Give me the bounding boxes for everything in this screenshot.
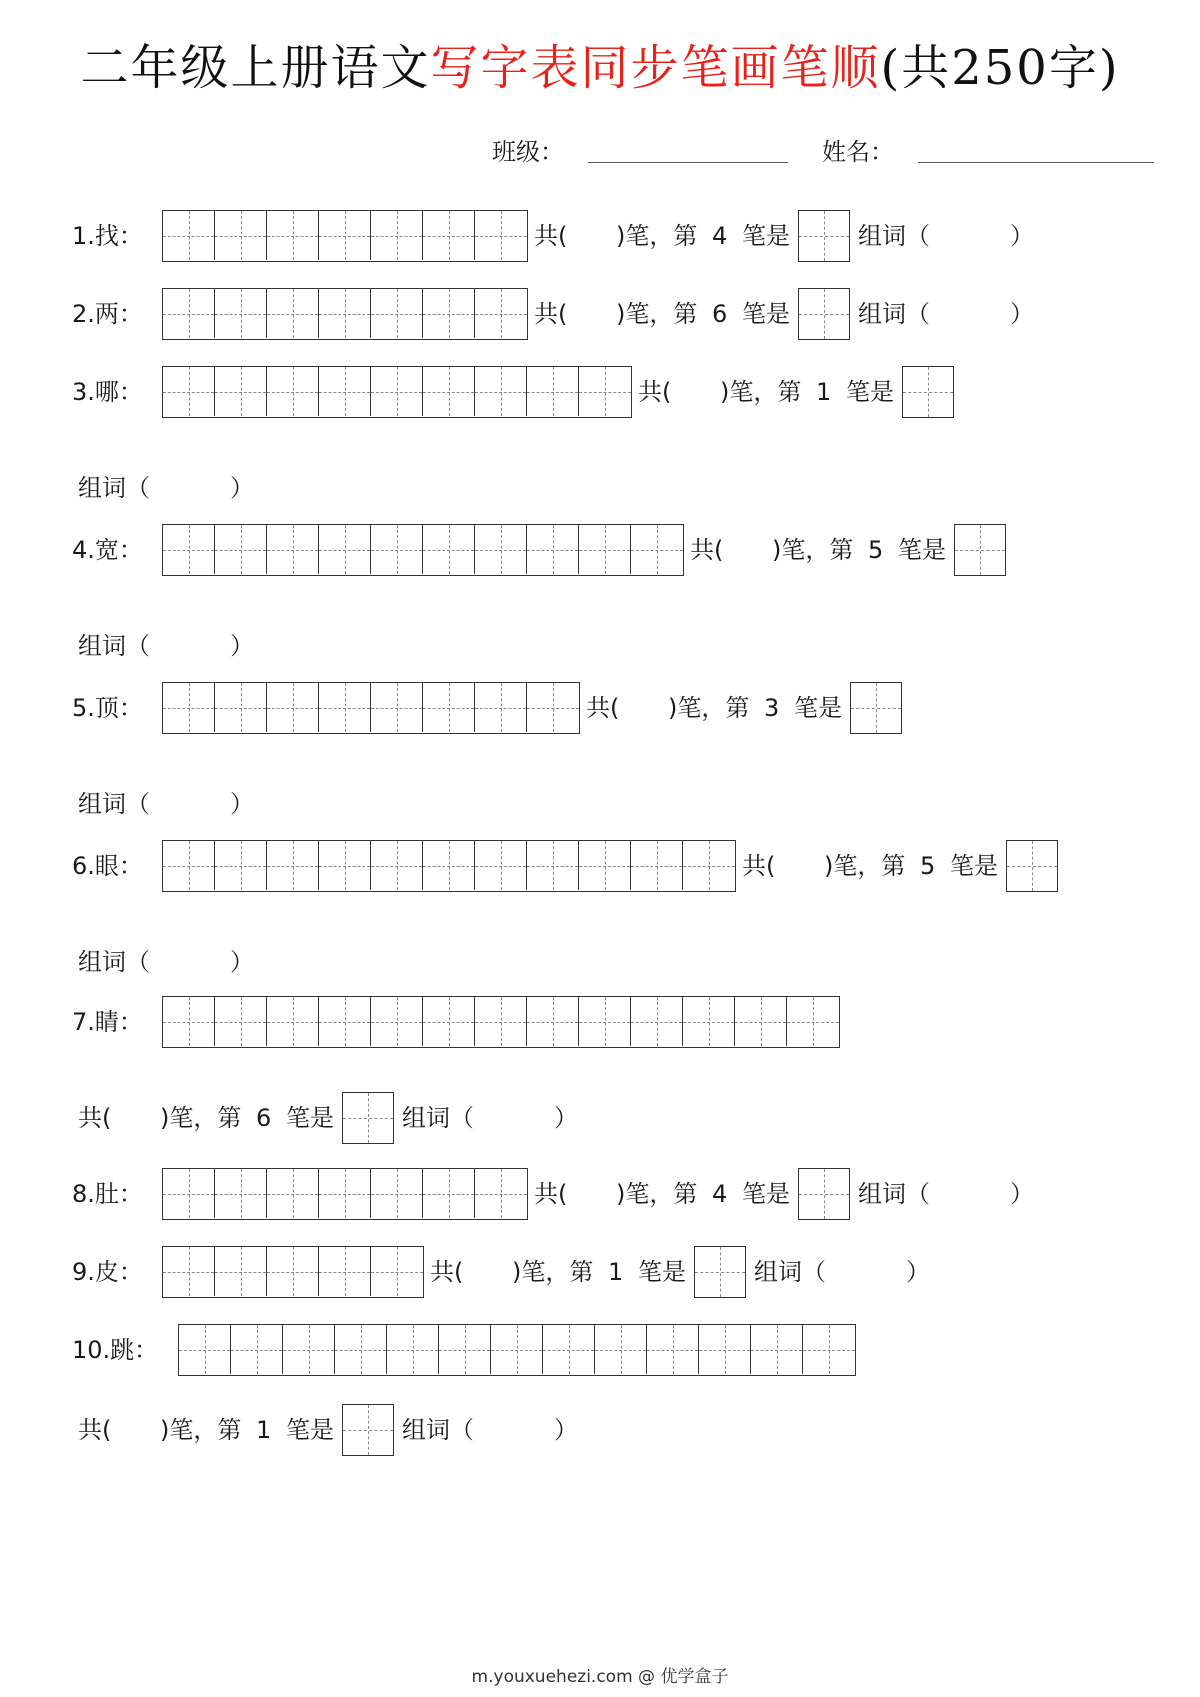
title-black: 二年级上册语文 [80, 40, 431, 96]
stroke-cell[interactable] [423, 211, 475, 260]
stroke-cell[interactable] [215, 367, 267, 416]
stroke-cell[interactable] [439, 1325, 491, 1374]
stroke-cell[interactable] [163, 367, 215, 416]
stroke-cell[interactable] [423, 841, 475, 890]
stroke-cell[interactable] [215, 683, 267, 732]
word-group-close: ） [1010, 222, 1034, 250]
stroke-number: 6 [256, 1104, 272, 1132]
stroke-cell[interactable] [475, 997, 527, 1046]
total-strokes-open: 共( [430, 1258, 464, 1286]
exercise-label: 8.肚： [72, 1180, 143, 1208]
exercise-row-continued [72, 934, 472, 990]
exercise-label: 6.眼： [72, 852, 143, 880]
stroke-cell[interactable] [475, 841, 527, 890]
total-strokes-open: 共( [742, 852, 776, 880]
stroke-cell[interactable] [267, 841, 319, 890]
stroke-cell[interactable] [215, 211, 267, 260]
word-group-open: 组词（ [78, 474, 150, 502]
word-group-open: 组词（ [78, 632, 150, 660]
exercise-label: 5.顶： [72, 694, 143, 722]
stroke-cell[interactable] [267, 525, 319, 574]
exercise-label: 3.哪： [72, 378, 143, 406]
worksheet-title [0, 36, 1200, 100]
exercise-row [72, 680, 1172, 736]
stroke-cell[interactable] [371, 289, 423, 338]
footer-source: m.youxuehezi.com @ 优学盒子 [471, 1667, 729, 1687]
exercise-label: 9.皮： [72, 1258, 143, 1286]
stroke-cell[interactable] [163, 997, 215, 1046]
stroke-cell[interactable] [527, 841, 579, 890]
exercise-row [72, 208, 1172, 264]
stroke-cell[interactable] [319, 997, 371, 1046]
answer-box[interactable] [694, 1246, 746, 1298]
stroke-cell[interactable] [491, 1325, 543, 1374]
strokes-mid-text: )笔，第 [512, 1258, 594, 1286]
stroke-cell[interactable] [631, 525, 683, 574]
exercise-label: 7.睛： [72, 1008, 143, 1036]
strokes-mid-text: )笔，第 [160, 1104, 242, 1132]
stroke-is-text: 笔是 [286, 1416, 334, 1444]
stroke-cell[interactable] [267, 1247, 319, 1296]
stroke-cell[interactable] [579, 997, 631, 1046]
exercise-label: 4.宽： [72, 536, 143, 564]
stroke-order-grid[interactable] [162, 682, 580, 734]
word-group-open: 组词（ [754, 1258, 826, 1286]
stroke-cell[interactable] [371, 841, 423, 890]
stroke-number: 5 [920, 852, 936, 880]
stroke-cell[interactable] [387, 1325, 439, 1374]
stroke-is-text: 笔是 [742, 1180, 790, 1208]
stroke-is-text: 笔是 [950, 852, 998, 880]
strokes-mid-text: )笔，第 [160, 1416, 242, 1444]
stroke-cell[interactable] [595, 1325, 647, 1374]
stroke-cell[interactable] [319, 1247, 371, 1296]
strokes-mid-text: )笔，第 [616, 300, 698, 328]
stroke-cell[interactable] [371, 1247, 423, 1296]
stroke-cell[interactable] [163, 1169, 215, 1218]
exercise-label: 1.找： [72, 222, 143, 250]
stroke-cell[interactable] [475, 211, 527, 260]
answer-box[interactable] [798, 1168, 850, 1220]
word-group-open: 组词（ [858, 300, 930, 328]
stroke-is-text: 笔是 [286, 1104, 334, 1132]
word-group-close: ） [554, 1104, 578, 1132]
stroke-cell[interactable] [163, 1247, 215, 1296]
stroke-cell[interactable] [319, 211, 371, 260]
stroke-cell[interactable] [215, 1247, 267, 1296]
stroke-cell[interactable] [423, 683, 475, 732]
stroke-cell[interactable] [527, 683, 579, 732]
stroke-order-grid[interactable] [162, 366, 632, 418]
stroke-cell[interactable] [319, 1169, 371, 1218]
stroke-cell[interactable] [787, 997, 839, 1046]
title-tail: (共250字) [880, 40, 1120, 96]
stroke-cell[interactable] [371, 367, 423, 416]
exercise-label: 10.跳： [72, 1336, 159, 1364]
stroke-number: 4 [712, 1180, 728, 1208]
stroke-cell[interactable] [475, 683, 527, 732]
stroke-order-grid[interactable] [162, 1246, 424, 1298]
stroke-cell[interactable] [267, 1169, 319, 1218]
word-group-close: ） [230, 790, 254, 818]
answer-box[interactable] [902, 366, 954, 418]
exercise-row [72, 994, 1172, 1050]
stroke-cell[interactable] [267, 211, 319, 260]
stroke-cell[interactable] [423, 367, 475, 416]
answer-box[interactable] [342, 1404, 394, 1456]
stroke-cell[interactable] [371, 211, 423, 260]
exercise-row [72, 838, 1172, 894]
exercise-row [72, 1244, 1172, 1300]
word-group-close: ） [230, 474, 254, 502]
stroke-cell[interactable] [267, 367, 319, 416]
stroke-cell[interactable] [423, 997, 475, 1046]
answer-box[interactable] [1006, 840, 1058, 892]
total-strokes-open: 共( [534, 222, 568, 250]
stroke-cell[interactable] [267, 289, 319, 338]
stroke-is-text: 笔是 [846, 378, 894, 406]
stroke-cell[interactable] [527, 367, 579, 416]
stroke-cell[interactable] [163, 841, 215, 890]
stroke-cell[interactable] [319, 683, 371, 732]
stroke-order-grid[interactable] [162, 524, 684, 576]
stroke-order-grid[interactable] [162, 210, 528, 262]
stroke-cell[interactable] [163, 211, 215, 260]
answer-box[interactable] [850, 682, 902, 734]
stroke-cell[interactable] [319, 841, 371, 890]
exercise-row [72, 522, 1172, 578]
exercise-row-continued [72, 618, 472, 674]
stroke-cell[interactable] [579, 841, 631, 890]
stroke-cell[interactable] [647, 1325, 699, 1374]
stroke-cell[interactable] [215, 1169, 267, 1218]
student-info [0, 132, 1200, 172]
stroke-cell[interactable] [283, 1325, 335, 1374]
strokes-mid-text: )笔，第 [616, 222, 698, 250]
total-strokes-open: 共( [534, 1180, 568, 1208]
stroke-cell[interactable] [371, 683, 423, 732]
exercise-label: 2.两： [72, 300, 143, 328]
exercise-row-continued [72, 1402, 772, 1458]
stroke-cell[interactable] [163, 683, 215, 732]
word-group-close: ） [1010, 300, 1034, 328]
stroke-cell[interactable] [751, 1325, 803, 1374]
exercise-row [72, 286, 1172, 342]
stroke-is-text: 笔是 [742, 222, 790, 250]
stroke-cell[interactable] [319, 289, 371, 338]
word-group-open: 组词（ [858, 1180, 930, 1208]
exercise-row-continued [72, 1090, 772, 1146]
stroke-is-text: 笔是 [742, 300, 790, 328]
stroke-cell[interactable] [163, 525, 215, 574]
stroke-cell[interactable] [319, 367, 371, 416]
stroke-cell[interactable] [527, 997, 579, 1046]
stroke-cell[interactable] [335, 1325, 387, 1374]
word-group-open: 组词（ [858, 222, 930, 250]
class-blank[interactable] [588, 162, 788, 163]
word-group-open: 组词（ [402, 1104, 474, 1132]
total-strokes-open: 共( [78, 1104, 112, 1132]
stroke-number: 6 [712, 300, 728, 328]
stroke-cell[interactable] [423, 1169, 475, 1218]
stroke-cell[interactable] [215, 525, 267, 574]
stroke-cell[interactable] [371, 1169, 423, 1218]
stroke-cell[interactable] [267, 683, 319, 732]
stroke-cell[interactable] [475, 1169, 527, 1218]
stroke-cell[interactable] [475, 525, 527, 574]
title-red: 写字表同步笔画笔顺 [430, 40, 881, 96]
stroke-order-grid[interactable] [162, 1168, 528, 1220]
word-group-open: 组词（ [78, 948, 150, 976]
stroke-number: 4 [712, 222, 728, 250]
exercise-row [72, 1166, 1172, 1222]
stroke-cell[interactable] [215, 841, 267, 890]
stroke-cell[interactable] [179, 1325, 231, 1374]
stroke-cell[interactable] [423, 289, 475, 338]
answer-box[interactable] [954, 524, 1006, 576]
total-strokes-open: 共( [78, 1416, 112, 1444]
stroke-order-grid[interactable] [162, 288, 528, 340]
total-strokes-open: 共( [534, 300, 568, 328]
stroke-cell[interactable] [163, 289, 215, 338]
word-group-close: ） [554, 1416, 578, 1444]
stroke-cell[interactable] [319, 525, 371, 574]
name-blank[interactable] [918, 162, 1154, 163]
stroke-order-grid[interactable] [162, 840, 736, 892]
exercise-row [72, 1322, 1172, 1378]
stroke-cell[interactable] [631, 997, 683, 1046]
strokes-mid-text: )笔，第 [668, 694, 750, 722]
exercise-row-continued [72, 460, 472, 516]
word-group-close: ） [906, 1258, 930, 1286]
exercise-row [72, 364, 1172, 420]
stroke-cell[interactable] [579, 367, 631, 416]
stroke-cell[interactable] [475, 289, 527, 338]
stroke-cell[interactable] [683, 997, 735, 1046]
stroke-order-grid[interactable] [162, 996, 840, 1048]
stroke-cell[interactable] [683, 841, 735, 890]
stroke-cell[interactable] [371, 997, 423, 1046]
stroke-number: 1 [608, 1258, 624, 1286]
word-group-close: ） [230, 948, 254, 976]
word-group-close: ） [230, 632, 254, 660]
total-strokes-open: 共( [638, 378, 672, 406]
stroke-is-text: 笔是 [898, 536, 946, 564]
stroke-number: 1 [256, 1416, 272, 1444]
strokes-mid-text: )笔，第 [824, 852, 906, 880]
word-group-open: 组词（ [402, 1416, 474, 1444]
strokes-mid-text: )笔，第 [772, 536, 854, 564]
stroke-number: 3 [764, 694, 780, 722]
stroke-cell[interactable] [423, 525, 475, 574]
stroke-cell[interactable] [231, 1325, 283, 1374]
total-strokes-open: 共( [690, 536, 724, 564]
name-label: 姓名： [822, 138, 894, 166]
stroke-cell[interactable] [475, 367, 527, 416]
stroke-number: 1 [816, 378, 832, 406]
stroke-order-grid[interactable] [178, 1324, 856, 1376]
stroke-is-text: 笔是 [794, 694, 842, 722]
stroke-cell[interactable] [631, 841, 683, 890]
stroke-cell[interactable] [527, 525, 579, 574]
word-group-open: 组词（ [78, 790, 150, 818]
stroke-cell[interactable] [699, 1325, 751, 1374]
total-strokes-open: 共( [586, 694, 620, 722]
exercise-row-continued [72, 776, 472, 832]
stroke-number: 5 [868, 536, 884, 564]
strokes-mid-text: )笔，第 [616, 1180, 698, 1208]
stroke-cell[interactable] [371, 525, 423, 574]
word-group-close: ） [1010, 1180, 1034, 1208]
answer-box[interactable] [342, 1092, 394, 1144]
stroke-cell[interactable] [215, 997, 267, 1046]
stroke-cell[interactable] [267, 997, 319, 1046]
answer-box[interactable] [798, 288, 850, 340]
stroke-cell[interactable] [579, 525, 631, 574]
stroke-is-text: 笔是 [638, 1258, 686, 1286]
stroke-cell[interactable] [543, 1325, 595, 1374]
stroke-cell[interactable] [803, 1325, 855, 1374]
stroke-cell[interactable] [735, 997, 787, 1046]
class-label: 班级： [492, 138, 564, 166]
stroke-cell[interactable] [215, 289, 267, 338]
strokes-mid-text: )笔，第 [720, 378, 802, 406]
answer-box[interactable] [798, 210, 850, 262]
